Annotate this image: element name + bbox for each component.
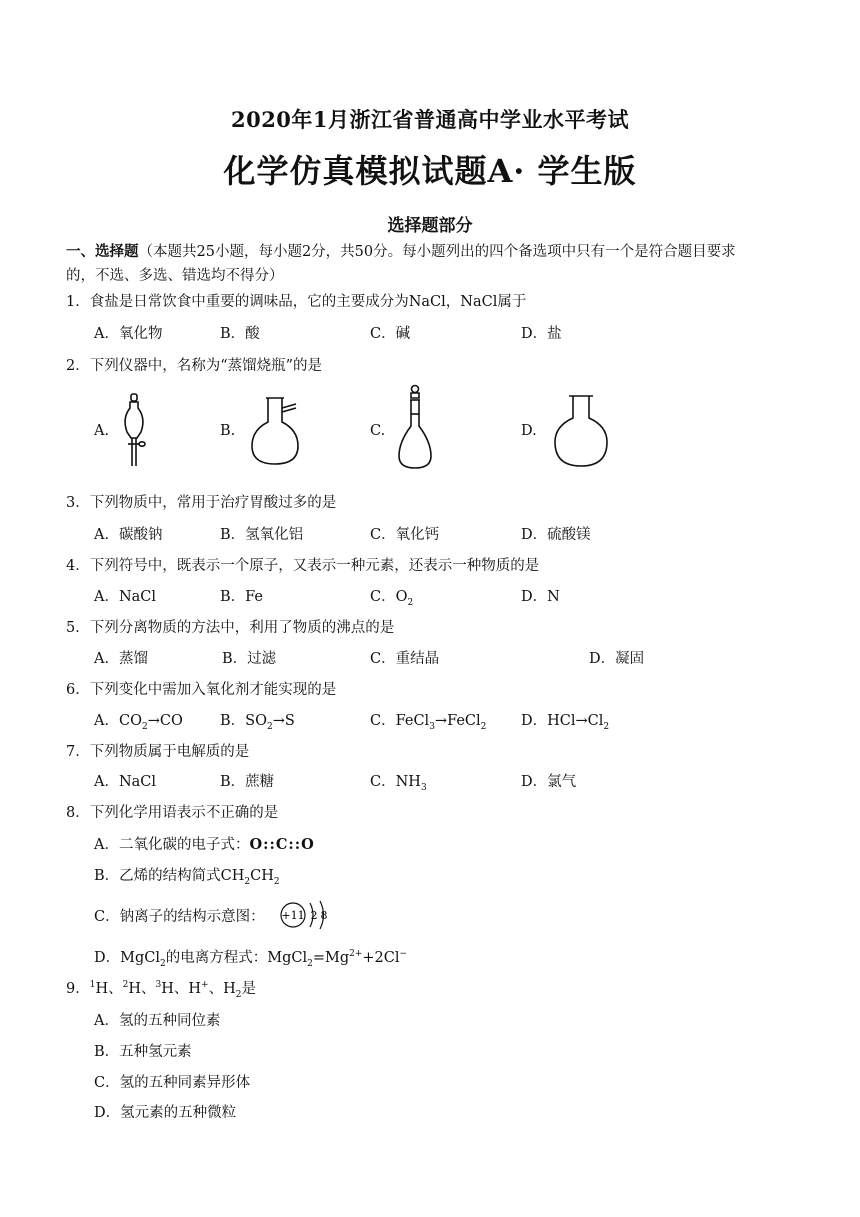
q4-option-b: B．Fe <box>220 589 264 605</box>
q6-option-b: B．$SO_2\to S$ <box>220 713 295 732</box>
q2-option-d: D. <box>521 423 537 439</box>
separatory-funnel-image <box>115 392 155 470</box>
q3-option-b: B．氢氧化铝 <box>220 527 304 543</box>
q5-stem: 5．下列分离物质的方法中，利用了物质的沸点的是 <box>66 620 395 636</box>
q1-stem: 1．食盐是日常饮食中重要的调味品，它的主要成分为NaCl，NaCl属于 <box>66 294 527 310</box>
q2-stem: 2．下列仪器中，名称为“蒸馏烧瓶”的是 <box>66 358 323 374</box>
q5-option-b: B．过滤 <box>222 651 277 667</box>
q8-option-a: A．二氧化碳的电子式：O::C::O <box>94 836 315 853</box>
instructions-heading: 一、选择题 <box>66 243 139 260</box>
q6-option-c: C．FeCl$_3$→FeCl$_2$ <box>370 713 487 732</box>
q5-option-c: C．重结晶 <box>370 651 440 667</box>
q2-option-a: A. <box>94 423 110 439</box>
q4-stem: 4．下列符号中，既表示一个原子，又表示一种元素，还表示一种物质的是 <box>66 558 540 574</box>
shell-2-count: 8 <box>320 909 328 922</box>
q2-option-b: B. <box>220 423 236 439</box>
nucleus-charge: +11 <box>281 909 305 922</box>
q4-option-d: D．N <box>521 589 560 605</box>
q3-option-a: A．碳酸钠 <box>94 527 163 543</box>
q1-option-b: B．酸 <box>220 326 260 342</box>
q7-option-a: A．NaCl <box>94 774 157 790</box>
q8-option-c: C．钠离子的结构示意图： <box>94 909 265 925</box>
q7-stem: 7．下列物质属于电解质的是 <box>66 744 250 760</box>
exam-subtitle: 化学仿真模拟试题A· 学生版 <box>223 152 637 190</box>
q5-option-d: D．凝固 <box>589 651 645 667</box>
exam-title: 2020年1月浙江省普通高中学业水平考试 <box>230 107 630 132</box>
q1-option-c: C．碱 <box>370 326 411 342</box>
q9-option-d: D．氢元素的五种微粒 <box>94 1105 237 1121</box>
q7-option-b: B．蔗糖 <box>220 774 275 790</box>
q8-stem: 8．下列化学用语表示不正确的是 <box>66 805 279 821</box>
q6-stem: 6．下列变化中需加入氧化剂才能实现的是 <box>66 682 337 698</box>
q9-option-a: A．氢的五种同位素 <box>94 1013 221 1029</box>
q7-option-d: D．氯气 <box>521 774 577 790</box>
q3-stem: 3．下列物质中，常用于治疗胃酸过多的是 <box>66 495 337 511</box>
q9-stem: 9．$^1$H、$^2$H、$^3$H、H+、$H_2$是 <box>66 980 256 1000</box>
shell-1-count: 2 <box>310 909 318 922</box>
q1-option-d: D．盐 <box>521 326 562 342</box>
sodium-ion-diagram <box>278 897 336 933</box>
q1-option-a: A．氧化物 <box>94 326 163 342</box>
q4-option-c: C．$O_2$ <box>370 589 414 608</box>
q2-option-c: C. <box>370 423 386 439</box>
q4-option-a: A．NaCl <box>94 589 157 605</box>
round-bottom-flask-image <box>551 394 611 470</box>
q6-option-a: A．$CO_2\to CO$ <box>94 713 183 732</box>
co2-electron-formula: O::C::O <box>249 836 315 853</box>
q3-option-c: C．氧化钙 <box>370 527 440 543</box>
q3-option-d: D．硫酸镁 <box>521 527 591 543</box>
q9-option-c: C．氢的五种同素异形体 <box>94 1075 251 1091</box>
q5-option-a: A．蒸馏 <box>94 651 148 667</box>
section-title: 选择题部分 <box>387 216 473 236</box>
instructions-line-2: 的，不选、多选、错选均不得分） <box>66 268 284 284</box>
distillation-flask-image <box>244 396 306 468</box>
instructions-line-1 <box>66 240 736 261</box>
q8-option-d: D．MgCl$_2$的电离方程式：$MgCl_2=Mg^{2+}+2Cl^-$ <box>94 949 408 969</box>
q6-option-d: D．$HCl\to Cl_2$ <box>521 713 610 732</box>
q7-option-c: C．$NH_3$ <box>370 774 427 793</box>
q9-option-b: B．五种氢元素 <box>94 1044 192 1060</box>
volumetric-flask-image <box>393 384 437 472</box>
instructions-text-1: （本题共25小题，每小题2分，共50分。每小题列出的四个备选项中只有一个是符合题目要求 <box>138 244 736 260</box>
q8-option-b: B．乙烯的结构简式$CH_2CH_2$ <box>94 868 280 887</box>
